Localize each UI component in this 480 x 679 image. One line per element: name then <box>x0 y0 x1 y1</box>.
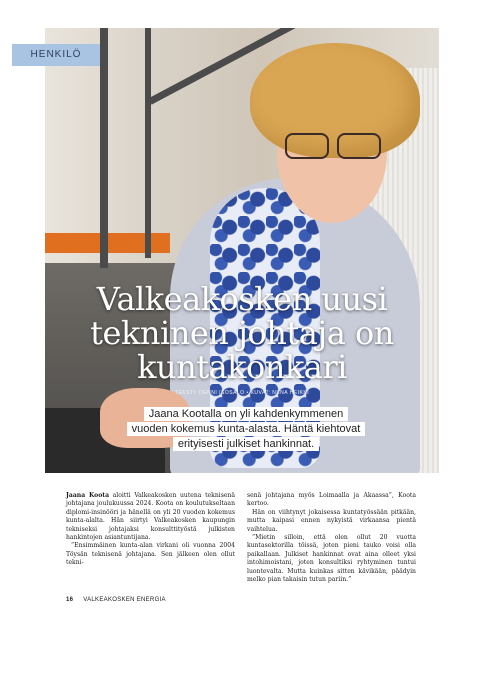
body-paragraph: Hän on viihtynyt jokaisessa kuntatyössään pitkään, mutta kaipasi ennen nykyistä virkaansa pientä vaihtelua. <box>247 508 416 533</box>
headline-line: Valkeakosken uusi <box>96 280 388 318</box>
photo-railing-post <box>100 28 108 268</box>
lede-line: Jaana Kootalla on yli kahdenkymmenen <box>144 407 348 421</box>
article-body <box>66 492 416 584</box>
photo-railing-post <box>145 28 151 258</box>
body-paragraph <box>66 492 235 542</box>
article-lede <box>96 407 396 452</box>
page-number: 16 <box>66 597 74 603</box>
body-paragraph: ”Mietin silloin, että olen ollut 20 vuotta kuntasektorilla töissä, joten pieni tauko voisi olla paikallaan. Julkiset hankinnat ovat aina olleet yksi intohimoistani, joten konsultiksi ryhtyminen tuntui luontevalta. Mutta kuinkas sitten kävikään, päädyin melko pian takaisin tutun pariin.” <box>247 534 416 584</box>
article-headline <box>45 282 439 384</box>
body-column-right <box>247 492 416 584</box>
photo-person-glasses <box>285 133 381 157</box>
lede-line: vuoden kokemus kunta-alasta. Häntä kiehtovat <box>127 422 366 436</box>
publication-name: VALKEAKOSKEN ENERGIA <box>83 597 166 603</box>
headline-line: kuntakonkari <box>137 348 347 386</box>
body-text: aloitti Valkeakosken uutena teknisenä johtajana joulukuussa 2024. Koota on koulutukseltaan diplomi-insinööri ja hänellä on yli 20 vuoden kokemus kunta-alalta. Hän siirtyi Valkeakosken kaupungin tekniseksi johtajaksi konsulttityöstä julkisten hankintojen asiantuntijana. <box>66 492 235 542</box>
body-paragraph: ”Ensimmäinen kunta-alan virkani oli vuonna 2004 Töysän teknisenä johtajana. Sen jälkeen olen ollut tekni- <box>66 542 235 567</box>
lede-line: erityisesti julkiset hankinnat. <box>173 437 319 451</box>
body-column-left <box>66 492 235 584</box>
body-paragraph: senä johtajana myös Loimaalla ja Akaassa”, Koota kertoo. <box>247 492 416 508</box>
lead-name: Jaana Koota <box>66 492 110 499</box>
page-footer <box>66 597 166 603</box>
photo-credits: TEKSTI: DENNI ISOSALO • KUVAT: NIINA HEIKKI <box>174 390 310 396</box>
section-tag: HENKILÖ <box>12 44 100 66</box>
headline-line: tekninen johtaja on <box>90 314 394 352</box>
